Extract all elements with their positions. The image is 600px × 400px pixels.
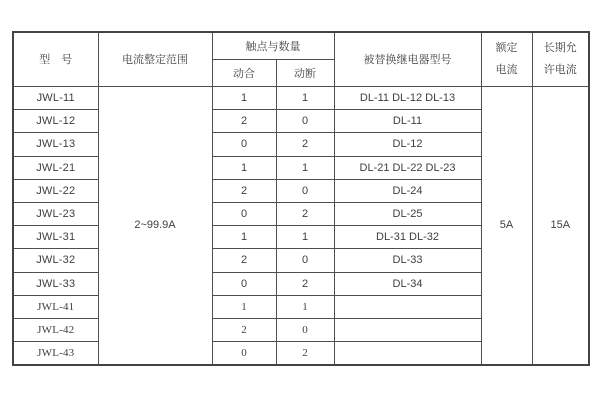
header-current-range: 电流整定范围 xyxy=(98,32,212,86)
nc-contacts-cell: 0 xyxy=(276,110,334,133)
no-contacts-cell: 1 xyxy=(212,86,276,109)
nc-contacts-cell: 0 xyxy=(276,249,334,272)
no-contacts-cell: 1 xyxy=(212,295,276,318)
replaced-cell xyxy=(334,295,481,318)
nc-contacts-cell: 1 xyxy=(276,226,334,249)
nc-contacts-cell: 2 xyxy=(276,202,334,225)
replaced-cell: DL-12 xyxy=(334,133,481,156)
no-contacts-cell: 0 xyxy=(212,133,276,156)
header-rated-current-line2: 电流 xyxy=(495,64,518,77)
nc-contacts-cell: 0 xyxy=(276,179,334,202)
table-row xyxy=(13,86,589,109)
rated-current-value: 5A xyxy=(481,86,532,365)
nc-contacts-cell: 0 xyxy=(276,319,334,342)
header-longterm-current-line2: 许电流 xyxy=(543,64,577,77)
relay-spec-table xyxy=(12,31,590,366)
model-cell: JWL-12 xyxy=(13,110,98,133)
model-cell: JWL-22 xyxy=(13,179,98,202)
replaced-cell xyxy=(334,342,481,365)
model-cell: JWL-13 xyxy=(13,133,98,156)
replaced-cell: DL-25 xyxy=(334,202,481,225)
header-model: 型 号 xyxy=(13,32,98,86)
model-cell: JWL-43 xyxy=(13,342,98,365)
no-contacts-cell: 0 xyxy=(212,202,276,225)
nc-contacts-cell: 2 xyxy=(276,342,334,365)
nc-contacts-cell: 2 xyxy=(276,272,334,295)
header-normally-open: 动合 xyxy=(212,59,276,86)
nc-contacts-cell: 1 xyxy=(276,156,334,179)
header-longterm-current-line1: 长期允 xyxy=(543,42,577,55)
nc-contacts-cell: 1 xyxy=(276,295,334,318)
model-cell: JWL-31 xyxy=(13,226,98,249)
replaced-cell: DL-11 xyxy=(334,110,481,133)
no-contacts-cell: 0 xyxy=(212,272,276,295)
no-contacts-cell: 2 xyxy=(212,110,276,133)
header-normally-closed: 动断 xyxy=(276,59,334,86)
model-cell: JWL-42 xyxy=(13,319,98,342)
replaced-cell: DL-33 xyxy=(334,249,481,272)
model-cell: JWL-41 xyxy=(13,295,98,318)
replaced-cell: DL-21 DL-22 DL-23 xyxy=(334,156,481,179)
replaced-cell: DL-31 DL-32 xyxy=(334,226,481,249)
model-cell: JWL-32 xyxy=(13,249,98,272)
no-contacts-cell: 1 xyxy=(212,156,276,179)
no-contacts-cell: 2 xyxy=(212,249,276,272)
nc-contacts-cell: 1 xyxy=(276,86,334,109)
header-rated-current-line1: 额定 xyxy=(495,42,518,55)
no-contacts-cell: 1 xyxy=(212,226,276,249)
current-range-value: 2~99.9A xyxy=(98,86,212,365)
replaced-cell: DL-34 xyxy=(334,272,481,295)
header-longterm-current xyxy=(532,32,589,86)
no-contacts-cell: 2 xyxy=(212,319,276,342)
header-replaced-relay: 被替换继电器型号 xyxy=(334,32,481,86)
no-contacts-cell: 0 xyxy=(212,342,276,365)
model-cell: JWL-23 xyxy=(13,202,98,225)
nc-contacts-cell: 2 xyxy=(276,133,334,156)
replaced-cell: DL-11 DL-12 DL-13 xyxy=(334,86,481,109)
model-cell: JWL-21 xyxy=(13,156,98,179)
replaced-cell xyxy=(334,319,481,342)
replaced-cell: DL-24 xyxy=(334,179,481,202)
header-contacts-group: 触点与数量 xyxy=(212,32,334,59)
header-rated-current xyxy=(481,32,532,86)
no-contacts-cell: 2 xyxy=(212,179,276,202)
model-cell: JWL-11 xyxy=(13,86,98,109)
longterm-current-value: 15A xyxy=(532,86,589,365)
model-cell: JWL-33 xyxy=(13,272,98,295)
